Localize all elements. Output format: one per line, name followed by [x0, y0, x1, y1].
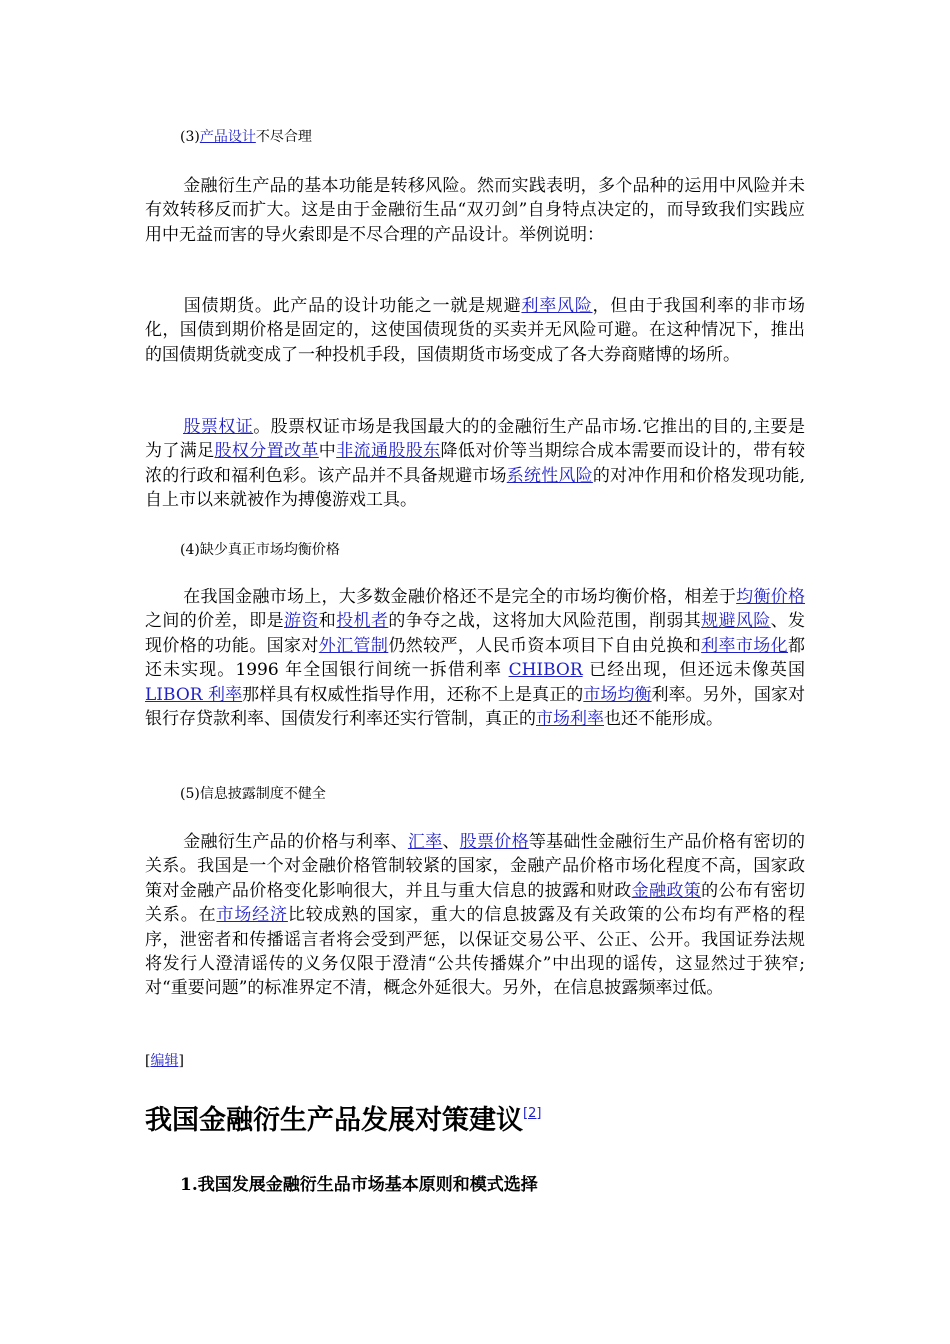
link-non-tradable-shareholders[interactable]: 非流通股股东 — [336, 441, 441, 462]
link-chibor[interactable]: CHIBOR — [508, 660, 583, 681]
link-equilibrium-price[interactable]: 均衡价格 — [736, 587, 806, 607]
link-libor[interactable]: LIBOR 利率 — [145, 684, 243, 705]
section-3-heading: (3)产品设计不尽合理 — [180, 129, 312, 145]
paragraph-intro: 金融衍生产品的基本功能是转移风险。然而实践表明，多个品种的运用中风险并未有效转移反而扩大。这是由于金融衍生品“双刃剑”自身特点决定的，而导致我们实践应用中无益而害的导火索即是不尽合理的产品设计。举例说明： — [145, 176, 805, 245]
paragraph-treasury-futures: 国债期货。此产品的设计功能之一就是规避利率风险，但由于我国利率的非市场化，国债到期价格是固定的，这使国债现货的买卖并无风险可避。在这种情况下，推出的国债期货就变成了一种投机手段，国债期货市场变成了各大券商赌博的场所。 — [145, 296, 806, 365]
link-speculators[interactable]: 投机者 — [336, 611, 389, 632]
edit-link[interactable]: 编辑 — [150, 1053, 179, 1069]
link-exchange-rate[interactable]: 汇率 — [407, 832, 443, 852]
edit-section-link: [编辑] — [145, 1053, 184, 1069]
link-product-design[interactable]: 产品设计 — [199, 129, 256, 145]
link-risk-avoidance[interactable]: 规避风险 — [701, 611, 771, 632]
paragraph-equilibrium-price: 在我国金融市场上，大多数金融价格还不是完全的市场均衡价格，相差于均衡价格之间的价差，即是游资和投机者的争夺之战，这将加大风险范围，削弱其规避风险、发现价格的功能。国家对外汇管制仍然较严，人民币资本项目下自由兑换和利率市场化都还未实现。1996 年全国银行间统一拆借利率 CHIBOR 已经出现，但还远未像英国 LIBOR 利率那样具有权威性指导作用，还称不上是真正的市场均衡利率。另外，国家对银行存贷款利率、国债发行利率还实行管制，真正的市场利率也还不能形成。 — [145, 587, 806, 730]
reference-link[interactable]: [2] — [523, 1106, 542, 1121]
link-market-economy[interactable]: 市场经济 — [216, 905, 288, 926]
link-systematic-risk[interactable]: 系统性风险 — [506, 465, 593, 486]
paragraph-warrants: 股票权证。股票权证市场是我国最大的的金融衍生产品市场.它推出的目的,主要是为了满足股权分置改革中非流通股股东降低对价等当期综合成本需要而设计的，带有较浓的行政和福利色彩。该产品并不具备规避市场系统性风险的对冲作用和价格发现功能,自上市以来就被作为搏傻游戏工具。 — [145, 417, 806, 511]
link-stock-warrants[interactable]: 股票权证 — [183, 417, 254, 437]
subsection-heading: 1.我国发展金融衍生品市场基本原则和模式选择 — [180, 1175, 538, 1195]
link-split-share-reform[interactable]: 股权分置改革 — [214, 441, 319, 462]
link-monetary-policy[interactable]: 金融政策 — [631, 880, 702, 901]
section-heading: 我国金融衍生产品发展对策建议[2] — [145, 1105, 542, 1136]
link-stock-price[interactable]: 股票价格 — [459, 832, 529, 852]
link-market-interest-rate[interactable]: 市场利率 — [536, 709, 604, 730]
paragraph-disclosure: 金融衍生产品的价格与利率、汇率、股票价格等基础性金融衍生产品价格有密切的关系。我国是一个对金融价格管制较紧的国家，金融产品价格市场化程度不高，国家政策对金融产品价格变化影响很大，并且与重大信息的披露和财政金融政策的公布有密切关系。在市场经济比较成熟的国家，重大的信息披露及有关政策的公布均有严格的程序，泄密者和传播谣言者将会受到严惩，以保证交易公平、公正、公开。我国证券法规将发行人澄清谣传的义务仅限于澄清“公共传播媒介”中出现的谣传，这显然过于狭窄;对“重要问题”的标准界定不清，概念外延很大。另外，在信息披露频率过低。 — [145, 832, 806, 999]
section-5-heading: (5)信息披露制度不健全 — [180, 786, 326, 802]
link-foreign-exchange-control[interactable]: 外汇管制 — [318, 635, 389, 656]
link-hot-money[interactable]: 游资 — [284, 611, 319, 632]
link-interest-rate-marketization[interactable]: 利率市场化 — [701, 635, 789, 656]
link-market-equilibrium[interactable]: 市场均衡 — [583, 684, 652, 705]
section-4-heading: (4)缺少真正市场均衡价格 — [180, 542, 340, 558]
link-interest-rate-risk[interactable]: 利率风险 — [521, 296, 593, 316]
